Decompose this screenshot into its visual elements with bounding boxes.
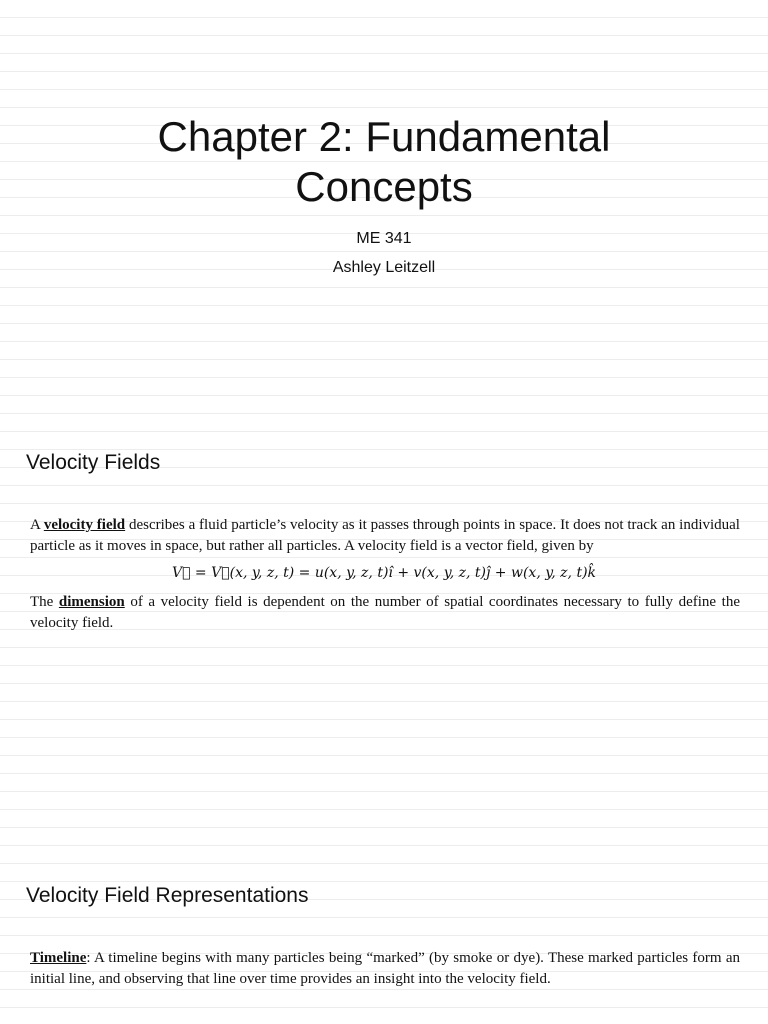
- term-timeline: Timeline: [30, 950, 87, 966]
- section-heading-velocity-fields: Velocity Fields: [26, 451, 161, 474]
- page-title: [0, 112, 768, 212]
- term-dimension: dimension: [58, 594, 125, 610]
- p3-post: : A timeline begins with many particles being “marked” (by smoke or dye). These marked particles form an initial line, and observing that line over time provides an insight into the velocity field.: [30, 950, 740, 987]
- p2-post: of a velocity field is dependent on the number of spatial coordinates necessary to fully define the velocity field.: [30, 594, 740, 631]
- author-name: Ashley Leitzell: [332, 259, 436, 276]
- term-velocity-field: velocity field: [43, 517, 126, 533]
- p1-post: describes a fluid particle’s velocity as it passes through points in space. It does not track an individual particle as it moves in space, but rather all particles. A velocity field is a vector field, given by: [30, 517, 740, 554]
- dimension-definition: [30, 592, 740, 633]
- p2-pre: The: [30, 594, 59, 610]
- p1-pre: A: [30, 517, 44, 533]
- timeline-definition: [30, 948, 740, 989]
- velocity-field-definition: [30, 515, 740, 556]
- course-code: ME 341: [356, 230, 412, 247]
- velocity-field-equation: V⃗ = V⃗(x, y, z, t) = u(x, y, z, t)î + v(x, y, z, t)ĵ + w(x, y, z, t)k̂: [171, 565, 597, 581]
- title-line-2: Concepts: [295, 163, 473, 210]
- section-heading-representations: Velocity Field Representations: [26, 884, 309, 907]
- title-line-1: Chapter 2: Fundamental: [157, 113, 611, 160]
